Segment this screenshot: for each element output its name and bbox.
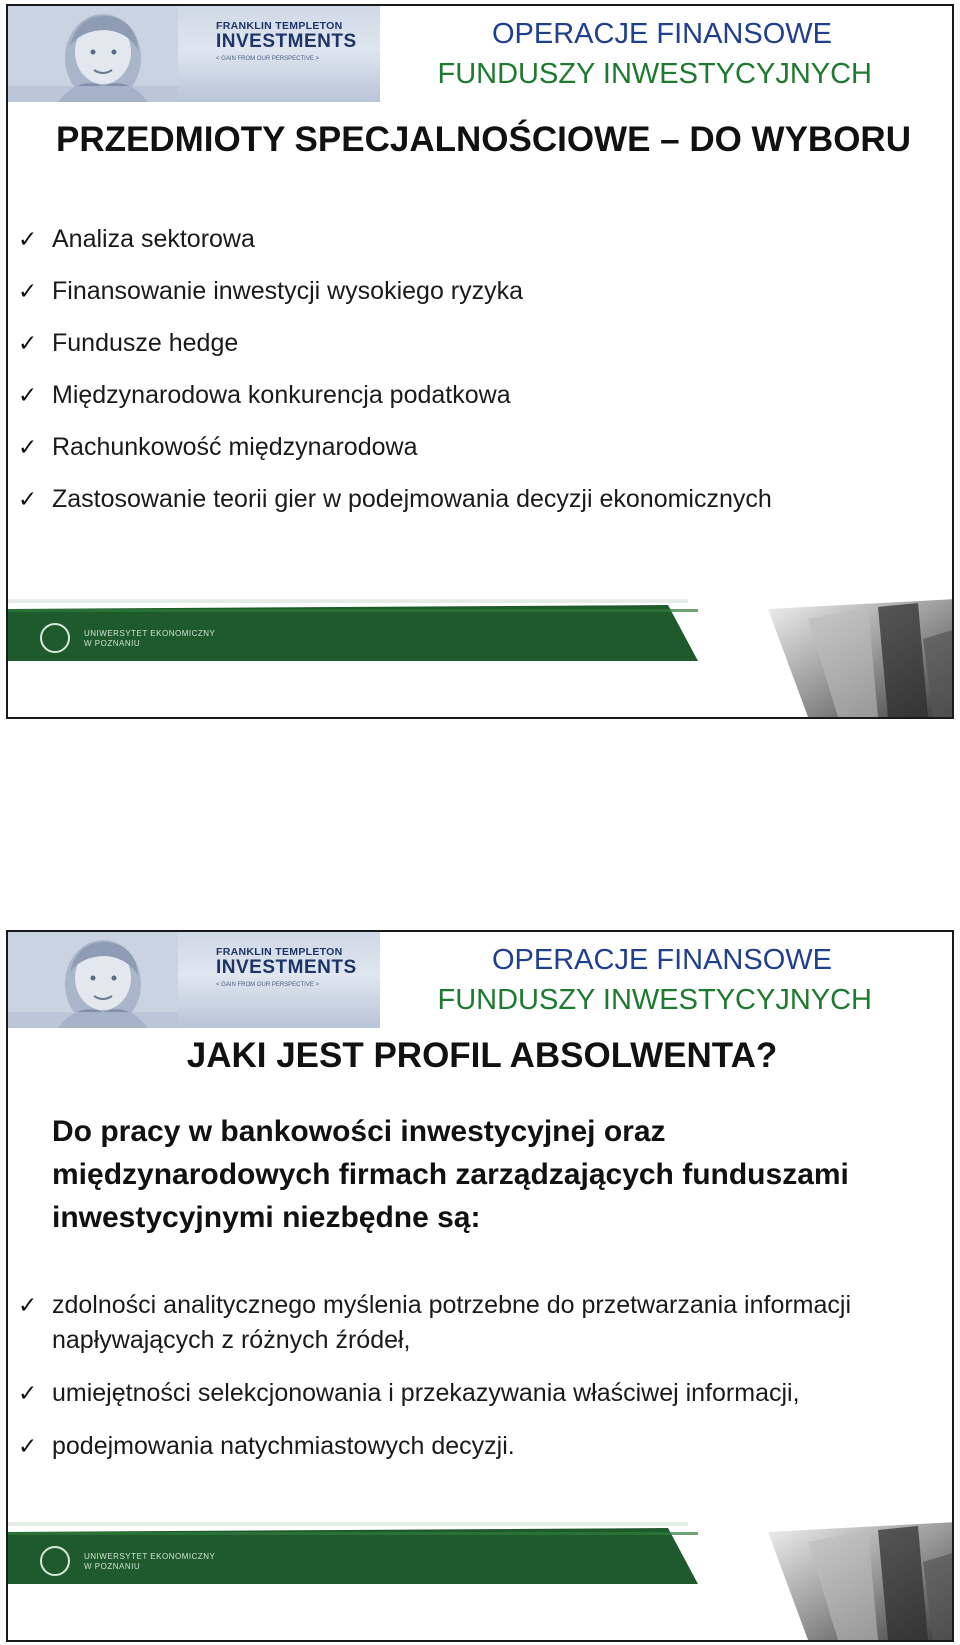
slide-specialization-courses	[6, 4, 954, 719]
checkmark-icon: ✓	[18, 1433, 38, 1459]
list-item-text: zdolności analitycznego myślenia potrzebne do przetwarzania informacji napływających z różnych źródeł,	[52, 1291, 852, 1354]
brand-main-text: INVESTMENTS	[216, 957, 357, 978]
brand-main-text: INVESTMENTS	[216, 31, 357, 52]
list-item	[8, 1376, 948, 1411]
university-name	[84, 629, 215, 649]
brand-tagline: < GAIN FROM OUR PERSPECTIVE >	[216, 982, 320, 988]
university-emblem-icon	[40, 1546, 70, 1576]
brand-top-text: FRANKLIN TEMPLETON	[216, 946, 343, 958]
list-item	[8, 369, 938, 421]
header-line1: OPERACJE FINANSOWE	[492, 18, 832, 50]
franklin-templeton-banner	[8, 6, 380, 102]
intro-paragraph: Do pracy w bankowości inwestycyjnej oraz międzynarodowych firmach zarządzających funduszami inwestycyjnymi niezbędne są:	[52, 1115, 849, 1234]
university-footer	[8, 599, 954, 717]
university-name-line1: UNIWERSYTET EKONOMICZNY	[84, 629, 216, 638]
university-footer	[8, 1522, 954, 1640]
list-item-text: Analiza sektorowa	[52, 225, 255, 253]
portrait-engraving-image	[8, 932, 178, 1028]
university-emblem-icon	[40, 623, 70, 653]
checkmark-icon: ✓	[18, 1292, 38, 1318]
list-item-text: umiejętności selekcjonowania i przekazywania właściwej informacji,	[52, 1379, 800, 1407]
list-item-text: Międzynarodowa konkurencja podatkowa	[52, 381, 511, 409]
list-item	[8, 421, 938, 473]
header-line2: FUNDUSZY INWESTYCYJNYCH	[437, 58, 872, 90]
list-item-text: Fundusze hedge	[52, 329, 239, 357]
footer-graphic	[8, 599, 954, 717]
list-item	[8, 1288, 948, 1358]
university-name-line2: W POZNANIU	[84, 1562, 141, 1571]
skills-list	[8, 1288, 948, 1482]
university-name-line1: UNIWERSYTET EKONOMICZNY	[84, 1552, 216, 1561]
list-item	[8, 473, 938, 525]
header-line2: FUNDUSZY INWESTYCYJNYCH	[437, 984, 872, 1016]
franklin-templeton-banner	[8, 932, 380, 1028]
slide-graduate-profile	[6, 930, 954, 1642]
list-item-text: Rachunkowość międzynarodowa	[52, 433, 418, 461]
list-item	[8, 1429, 948, 1464]
university-name	[84, 1552, 215, 1572]
header-line1: OPERACJE FINANSOWE	[492, 944, 832, 976]
checkmark-icon: ✓	[18, 226, 38, 252]
brand-top-text: FRANKLIN TEMPLETON	[216, 20, 343, 32]
checkmark-icon: ✓	[18, 278, 38, 304]
university-name-line2: W POZNANIU	[84, 639, 141, 648]
footer-graphic	[8, 1522, 954, 1640]
franklin-templeton-logo	[216, 20, 376, 62]
franklin-templeton-logo	[216, 946, 376, 988]
portrait-engraving-image	[8, 6, 178, 102]
list-item-text: Finansowanie inwestycji wysokiego ryzyka	[52, 277, 524, 305]
list-item	[8, 265, 938, 317]
list-item	[8, 317, 938, 369]
checkmark-icon: ✓	[18, 486, 38, 512]
course-list	[8, 213, 938, 525]
list-item-text: podejmowania natychmiastowych decyzji.	[52, 1432, 515, 1460]
list-item-text: Zastosowanie teorii gier w podejmowania decyzji ekonomicznych	[52, 485, 772, 513]
slide-title: JAKI JEST PROFIL ABSOLWENTA?	[186, 1036, 778, 1075]
checkmark-icon: ✓	[18, 1380, 38, 1406]
brand-tagline: < GAIN FROM OUR PERSPECTIVE >	[216, 56, 320, 62]
slide-title: PRZEDMIOTY SPECJALNOŚCIOWE – DO WYBORU	[56, 120, 911, 159]
checkmark-icon: ✓	[18, 330, 38, 356]
checkmark-icon: ✓	[18, 382, 38, 408]
checkmark-icon: ✓	[18, 434, 38, 460]
list-item	[8, 213, 938, 265]
